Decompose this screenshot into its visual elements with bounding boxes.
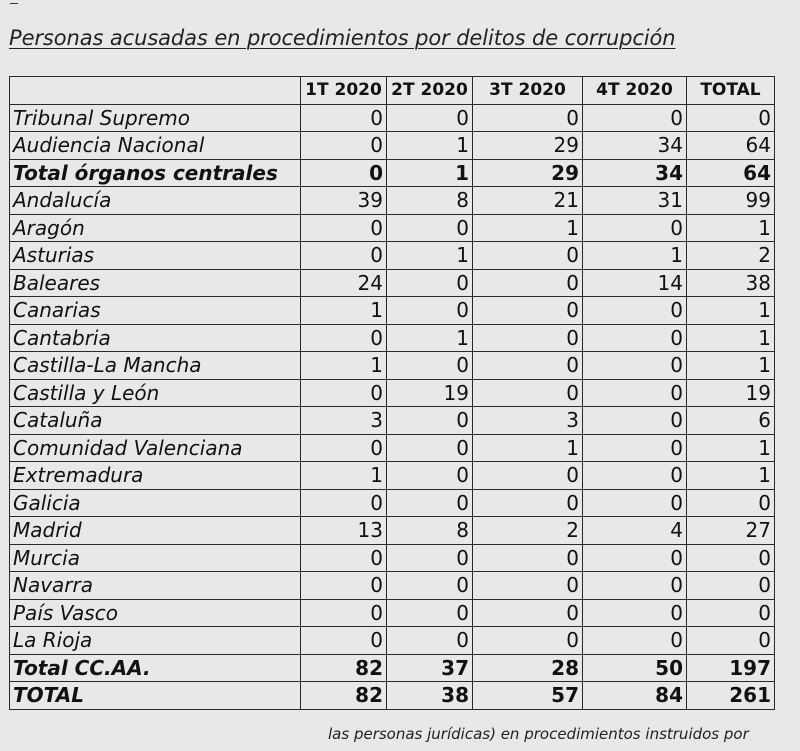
table-row [10,599,775,627]
value-cell: 0 [473,462,583,490]
value-cell: 57 [473,682,583,710]
value-cell: 0 [387,297,473,325]
row-label: Castilla-La Mancha [10,352,301,380]
table-row [10,544,775,572]
value-cell: 1 [687,214,775,242]
value-cell: 1 [473,434,583,462]
value-cell: 0 [473,627,583,655]
value-cell: 1 [473,214,583,242]
value-cell: 2 [473,517,583,545]
value-cell: 261 [687,682,775,710]
value-cell: 50 [583,654,687,682]
table-row [10,159,775,187]
value-cell: 82 [301,654,387,682]
row-label: Cataluña [10,407,301,435]
value-cell: 1 [687,297,775,325]
table-row [10,269,775,297]
value-cell: 0 [473,489,583,517]
value-cell: 0 [687,599,775,627]
value-cell: 37 [387,654,473,682]
value-cell: 1 [687,434,775,462]
value-cell: 8 [387,517,473,545]
value-cell: 1 [687,324,775,352]
row-label: Navarra [10,572,301,600]
value-cell: 38 [387,682,473,710]
value-cell: 0 [387,462,473,490]
header-cell-total: TOTAL [687,77,775,105]
value-cell: 0 [301,544,387,572]
table-row [10,352,775,380]
value-cell: 0 [301,599,387,627]
value-cell: 0 [301,324,387,352]
value-cell: 3 [301,407,387,435]
table-row [10,682,775,710]
value-cell: 0 [583,489,687,517]
table-row [10,214,775,242]
row-label: Total órganos centrales [10,159,301,187]
row-label: País Vasco [10,599,301,627]
row-label: Galicia [10,489,301,517]
value-cell: 6 [687,407,775,435]
value-cell: 0 [583,572,687,600]
value-cell: 1 [687,462,775,490]
value-cell: 0 [473,242,583,270]
value-cell: 64 [687,132,775,160]
value-cell: 0 [301,627,387,655]
value-cell: 38 [687,269,775,297]
value-cell: 0 [387,407,473,435]
row-label: Aragón [10,214,301,242]
value-cell: 0 [583,297,687,325]
value-cell: 27 [687,517,775,545]
row-label: Castilla y León [10,379,301,407]
value-cell: 0 [473,104,583,132]
corruption-accused-table [9,76,775,710]
page-title: Personas acusadas en procedimientos por delitos de corrupción [9,26,676,50]
value-cell: 0 [583,627,687,655]
value-cell: 34 [583,132,687,160]
row-label: Baleares [10,269,301,297]
value-cell: 31 [583,187,687,215]
row-label: Cantabria [10,324,301,352]
value-cell: 0 [473,352,583,380]
value-cell: 84 [583,682,687,710]
row-label: TOTAL [10,682,301,710]
value-cell: 19 [687,379,775,407]
value-cell: 1 [387,132,473,160]
footnote-text: las personas jurídicas) en procedimientos instruidos por [328,725,749,743]
value-cell: 0 [473,599,583,627]
value-cell: 82 [301,682,387,710]
value-cell: 99 [687,187,775,215]
value-cell: 1 [387,324,473,352]
value-cell: 0 [301,379,387,407]
value-cell: 197 [687,654,775,682]
value-cell: 2 [687,242,775,270]
value-cell: 0 [301,572,387,600]
row-label: Murcia [10,544,301,572]
value-cell: 0 [687,104,775,132]
value-cell: 0 [387,269,473,297]
value-cell: 0 [301,159,387,187]
value-cell: 0 [473,324,583,352]
value-cell: 0 [473,379,583,407]
value-cell: 64 [687,159,775,187]
row-label: Comunidad Valenciana [10,434,301,462]
table-row [10,434,775,462]
table-row [10,324,775,352]
value-cell: 0 [583,599,687,627]
header-cell-blank [10,77,301,105]
table-row [10,654,775,682]
value-cell: 21 [473,187,583,215]
value-cell: 0 [473,544,583,572]
value-cell: 0 [583,407,687,435]
value-cell: 0 [301,489,387,517]
value-cell: 0 [473,269,583,297]
value-cell: 0 [387,104,473,132]
value-cell: 0 [387,627,473,655]
value-cell: 0 [687,627,775,655]
top-dash-mark [10,3,18,4]
row-label: Total CC.AA. [10,654,301,682]
value-cell: 0 [387,352,473,380]
value-cell: 13 [301,517,387,545]
value-cell: 4 [583,517,687,545]
table-row [10,462,775,490]
row-label: Andalucía [10,187,301,215]
table-row [10,489,775,517]
value-cell: 0 [301,242,387,270]
value-cell: 34 [583,159,687,187]
value-cell: 39 [301,187,387,215]
value-cell: 1 [301,462,387,490]
value-cell: 28 [473,654,583,682]
value-cell: 0 [583,104,687,132]
row-label: Canarias [10,297,301,325]
table-row [10,379,775,407]
value-cell: 0 [473,572,583,600]
value-cell: 0 [387,544,473,572]
value-cell: 0 [301,132,387,160]
value-cell: 0 [387,434,473,462]
row-label: Audiencia Nacional [10,132,301,160]
header-cell-2t: 2T 2020 [387,77,473,105]
table-body [10,104,775,709]
value-cell: 0 [583,544,687,572]
value-cell: 0 [301,434,387,462]
table-row [10,627,775,655]
value-cell: 0 [583,352,687,380]
row-label: Asturias [10,242,301,270]
value-cell: 8 [387,187,473,215]
row-label: La Rioja [10,627,301,655]
value-cell: 0 [301,214,387,242]
value-cell: 29 [473,132,583,160]
table-row [10,132,775,160]
value-cell: 1 [687,352,775,380]
table-row [10,242,775,270]
table-row [10,297,775,325]
row-label: Extremadura [10,462,301,490]
value-cell: 1 [301,352,387,380]
value-cell: 0 [473,297,583,325]
table-row [10,517,775,545]
value-cell: 0 [687,572,775,600]
row-label: Madrid [10,517,301,545]
value-cell: 1 [387,242,473,270]
value-cell: 1 [583,242,687,270]
value-cell: 1 [387,159,473,187]
header-cell-3t: 3T 2020 [473,77,583,105]
value-cell: 0 [583,324,687,352]
value-cell: 0 [387,599,473,627]
value-cell: 0 [387,214,473,242]
header-cell-4t: 4T 2020 [583,77,687,105]
header-cell-1t: 1T 2020 [301,77,387,105]
header-row [10,77,775,105]
value-cell: 0 [583,214,687,242]
table-row [10,104,775,132]
value-cell: 0 [687,544,775,572]
value-cell: 14 [583,269,687,297]
value-cell: 24 [301,269,387,297]
value-cell: 0 [687,489,775,517]
value-cell: 0 [301,104,387,132]
value-cell: 0 [583,462,687,490]
value-cell: 3 [473,407,583,435]
table-row [10,572,775,600]
table-row [10,187,775,215]
value-cell: 29 [473,159,583,187]
value-cell: 1 [301,297,387,325]
value-cell: 0 [387,489,473,517]
value-cell: 0 [583,379,687,407]
row-label: Tribunal Supremo [10,104,301,132]
value-cell: 0 [387,572,473,600]
value-cell: 19 [387,379,473,407]
value-cell: 0 [583,434,687,462]
table-row [10,407,775,435]
